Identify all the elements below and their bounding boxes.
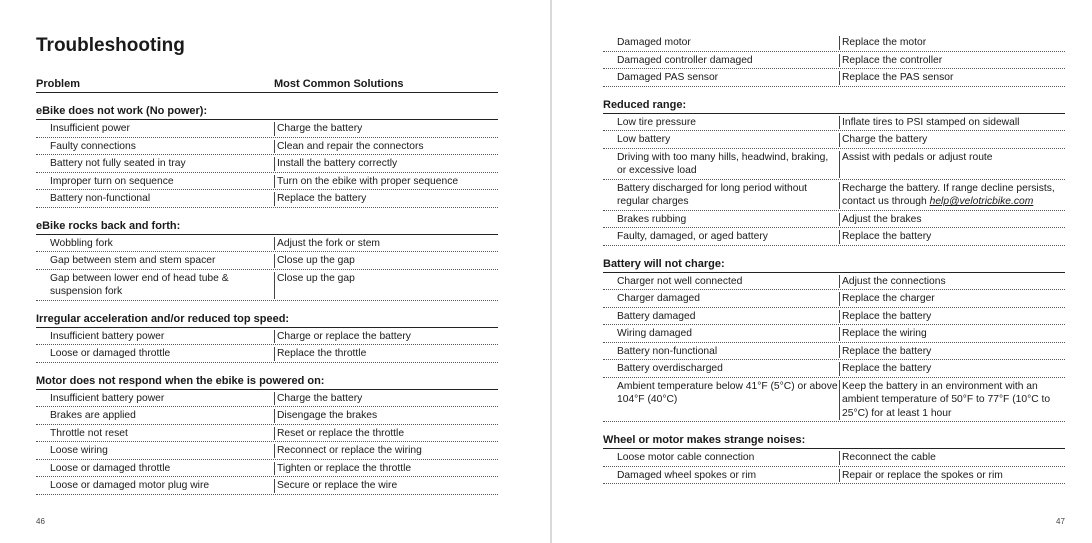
solution-text: Close up the gap — [277, 255, 355, 266]
table-row — [603, 360, 1065, 378]
solution-text: Replace the charger — [842, 293, 935, 304]
solution-text: Replace the motor — [842, 37, 927, 48]
problem-cell: Driving with too many hills, headwind, braking, or excessive load — [617, 151, 829, 176]
table-row — [36, 477, 498, 495]
problem-cell: Faulty, damaged, or aged battery — [617, 231, 768, 242]
solution-cell — [839, 362, 1065, 376]
solution-cell — [839, 116, 1065, 130]
section-spacer — [603, 246, 1065, 258]
problem-cell: Brakes are applied — [50, 410, 136, 421]
table-row — [603, 211, 1065, 229]
problem-cell: Insufficient battery power — [50, 392, 165, 404]
problem-cell: Wiring damaged — [617, 328, 692, 339]
table-row — [603, 69, 1065, 87]
problem-cell: Brakes rubbing — [617, 213, 687, 225]
section-spacer — [36, 93, 498, 105]
problem-cell: Loose wiring — [50, 445, 108, 456]
problem-cell: Battery damaged — [617, 310, 696, 322]
problem-cell: Insufficient power — [50, 123, 130, 134]
solution-text: Clean and repair the connectors — [277, 140, 424, 152]
solution-text: Replace the battery — [842, 345, 932, 357]
section-title: Motor does not respond when the ebike is powered on: — [36, 375, 498, 390]
solution-cell — [839, 182, 1065, 209]
table-row — [36, 270, 498, 301]
table-row — [36, 390, 498, 408]
section-title: Wheel or motor makes strange noises: — [603, 434, 1065, 449]
page-number: 46 — [36, 517, 45, 526]
table-row — [603, 308, 1065, 326]
solution-text: Replace the battery — [842, 310, 932, 322]
table-row — [36, 252, 498, 270]
table-row — [36, 407, 498, 425]
solution-text: Reset or replace the throttle — [277, 427, 405, 439]
solution-text: Inflate tires to PSI stamped on sidewall — [842, 116, 1020, 128]
solution-cell — [274, 330, 498, 344]
table-row — [36, 138, 498, 156]
table-row — [36, 190, 498, 208]
section-title: eBike does not work (No power): — [36, 105, 498, 120]
solution-text: Tighten or replace the throttle — [277, 462, 412, 474]
section-spacer — [36, 301, 498, 313]
table-row — [36, 442, 498, 460]
solution-cell — [274, 392, 498, 406]
solution-text: Charge the battery — [842, 134, 928, 145]
table-row — [36, 235, 498, 253]
problem-cell: Battery non-functional — [50, 193, 151, 204]
section-spacer — [36, 208, 498, 220]
solution-cell — [274, 192, 498, 206]
table-row — [603, 343, 1065, 361]
solution-cell — [839, 230, 1065, 244]
solution-cell — [839, 36, 1065, 50]
solution-cell — [839, 275, 1065, 289]
solution-text: Charge the battery — [277, 123, 363, 134]
table-row — [603, 378, 1065, 423]
solution-text: Replace the PAS sensor — [842, 72, 954, 83]
section-title: Reduced range: — [603, 99, 1065, 114]
solution-text: Replace the battery — [277, 193, 367, 204]
solution-text: Recharge the battery. If range decline persists, contact us through — [842, 182, 1055, 207]
solution-text: Install the battery correctly — [277, 158, 398, 169]
problem-cell: Battery discharged for long period without regular charges — [617, 182, 808, 207]
table-row — [36, 460, 498, 478]
table-row — [603, 114, 1065, 132]
problem-cell: Loose or damaged motor plug wire — [50, 480, 210, 491]
table-row — [603, 228, 1065, 246]
solution-cell — [274, 140, 498, 154]
table-row — [36, 345, 498, 363]
solution-text: Replace the battery — [842, 363, 932, 374]
table-header — [36, 78, 498, 93]
section-title: Irregular acceleration and/or reduced top speed: — [36, 313, 498, 328]
page-gutter — [550, 0, 552, 543]
problem-cell: Loose or damaged throttle — [50, 462, 171, 474]
problem-cell: Gap between stem and stem spacer — [50, 255, 216, 266]
section-spacer — [603, 87, 1065, 99]
table-row — [603, 180, 1065, 211]
problem-cell: Faulty connections — [50, 140, 136, 152]
solution-cell — [274, 122, 498, 136]
solution-cell — [839, 292, 1065, 306]
problem-cell: Battery non-functional — [617, 345, 718, 357]
table-row — [36, 173, 498, 191]
problem-cell: Low battery — [617, 134, 671, 145]
solution-cell — [839, 380, 1065, 421]
solution-text: Replace the controller — [842, 54, 943, 66]
table-row — [603, 449, 1065, 467]
solution-text: Secure or replace the wire — [277, 480, 398, 491]
solution-cell — [274, 427, 498, 441]
problem-cell: Throttle not reset — [50, 427, 128, 439]
problem-cell: Insufficient battery power — [50, 330, 165, 342]
table-row — [603, 273, 1065, 291]
solution-cell — [839, 310, 1065, 324]
solution-cell — [274, 157, 498, 171]
table-row — [36, 155, 498, 173]
solution-text: Reconnect or replace the wiring — [277, 445, 422, 456]
solution-text: Close up the gap — [277, 272, 355, 284]
solution-cell — [839, 213, 1065, 227]
solution-text: Adjust the fork or stem — [277, 237, 381, 249]
section-title: eBike rocks back and forth: — [36, 220, 498, 235]
solution-text: Charge or replace the battery — [277, 330, 411, 342]
solution-cell — [274, 254, 498, 268]
table-row — [603, 131, 1065, 149]
solution-cell — [274, 237, 498, 251]
table-row — [36, 328, 498, 346]
section-title: Battery will not charge: — [603, 258, 1065, 273]
solution-cell — [274, 444, 498, 458]
section-spacer — [603, 422, 1065, 434]
table-row — [603, 52, 1065, 70]
problem-cell: Loose motor cable connection — [617, 452, 755, 463]
solution-cell — [274, 462, 498, 476]
solution-text: Adjust the brakes — [842, 213, 922, 225]
solution-cell — [274, 479, 498, 493]
page-number: 47 — [1056, 517, 1065, 526]
table-row — [603, 467, 1065, 485]
solution-text: Assist with pedals or adjust route — [842, 151, 993, 163]
solution-cell — [839, 345, 1065, 359]
problem-cell: Low tire pressure — [617, 116, 696, 128]
problem-cell: Improper turn on sequence — [50, 175, 174, 187]
problem-cell: Ambient temperature below 41°F (5°C) or above 104°F (40°C) — [617, 380, 838, 405]
solution-text: Reconnect the cable — [842, 452, 936, 463]
solution-cell — [274, 409, 498, 423]
problem-cell: Wobbling fork — [50, 237, 113, 249]
problem-cell: Damaged motor — [617, 37, 691, 48]
problem-cell: Loose or damaged throttle — [50, 348, 171, 359]
troubleshooting-table-left — [36, 78, 498, 495]
problem-cell: Battery overdischarged — [617, 363, 723, 374]
solution-cell — [839, 133, 1065, 147]
section-spacer — [36, 363, 498, 375]
problem-cell: Damaged PAS sensor — [617, 72, 719, 83]
solution-text: Replace the wiring — [842, 328, 927, 339]
problem-cell: Damaged wheel spokes or rim — [617, 469, 757, 481]
problem-cell: Charger not well connected — [617, 275, 743, 287]
solution-cell — [839, 469, 1065, 483]
solution-cell — [839, 71, 1065, 85]
solution-text: Replace the throttle — [277, 348, 367, 359]
solution-cell — [839, 327, 1065, 341]
solution-text: Keep the battery in an environment with an ambient temperature of 50°F to 77°F (10°C to 25°C) for at least 1 hour — [842, 380, 1051, 419]
problem-cell: Damaged controller damaged — [617, 54, 753, 66]
troubleshooting-table-right — [603, 34, 1065, 484]
solution-text: Turn on the ebike with proper sequence — [277, 175, 459, 187]
problem-cell: Battery not fully seated in tray — [50, 158, 186, 169]
solution-cell — [274, 347, 498, 361]
solution-text: Replace the battery — [842, 231, 932, 242]
table-row — [603, 290, 1065, 308]
solution-cell — [839, 151, 1065, 178]
solution-text: Repair or replace the spokes or rim — [842, 469, 1003, 481]
table-row — [36, 120, 498, 138]
table-row — [603, 149, 1065, 180]
solution-column-header: Most Common Solutions — [274, 78, 404, 90]
solution-cell — [839, 54, 1065, 68]
table-row — [603, 34, 1065, 52]
problem-column-header: Problem — [36, 78, 81, 90]
solution-text: Disengage the brakes — [277, 410, 378, 421]
table-row — [603, 325, 1065, 343]
solution-text: Charge the battery — [277, 392, 363, 404]
right-page — [554, 0, 1092, 543]
solution-cell — [274, 272, 498, 299]
table-row — [36, 425, 498, 443]
page-title: Troubleshooting — [36, 35, 185, 56]
problem-cell: Charger damaged — [617, 293, 700, 304]
solution-text: Adjust the connections — [842, 275, 946, 287]
problem-cell: Gap between lower end of head tube & suspension fork — [50, 272, 229, 297]
support-email-link[interactable]: help@velotricbike.com — [929, 196, 1034, 207]
solution-cell — [839, 451, 1065, 465]
solution-cell — [274, 175, 498, 189]
